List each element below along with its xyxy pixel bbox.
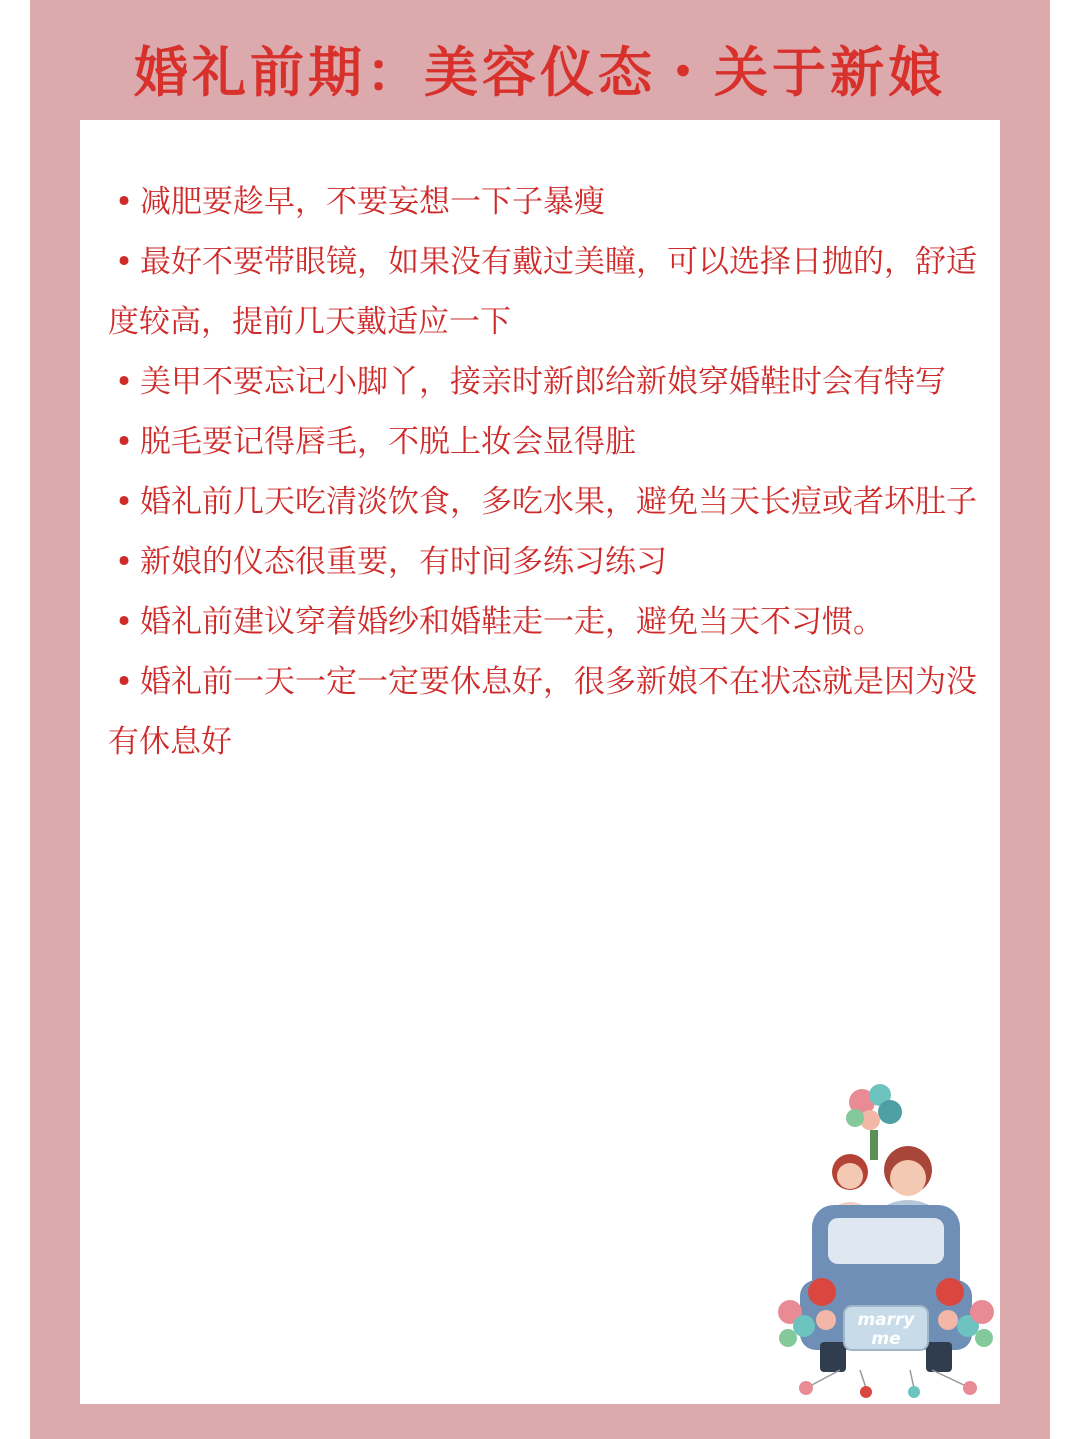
tip-text: 减肥要趁早，不要妄想一下子暴瘦 bbox=[140, 184, 605, 220]
list-item bbox=[108, 652, 978, 772]
list-item bbox=[108, 532, 978, 592]
bouquet-icon bbox=[846, 1084, 902, 1160]
list-item bbox=[108, 412, 978, 472]
plate-text-1: marry bbox=[857, 1310, 915, 1330]
tip-text: 脱毛要记得唇毛，不脱上妆会显得脏 bbox=[140, 424, 636, 460]
tip-text: 婚礼前建议穿着婚纱和婚鞋走一走，避免当天不习惯。 bbox=[140, 604, 884, 640]
list-item bbox=[108, 472, 978, 532]
list-item bbox=[108, 172, 978, 232]
bullet: • bbox=[114, 244, 134, 280]
tip-text: 婚礼前几天吃清淡饮食，多吃水果，避免当天长痘或者坏肚子 bbox=[140, 484, 977, 520]
bullet: • bbox=[114, 184, 134, 220]
bullet: • bbox=[114, 604, 134, 640]
tips-list bbox=[108, 172, 978, 772]
tin-cans-icon bbox=[799, 1381, 977, 1398]
bullet: • bbox=[114, 664, 134, 700]
bullet: • bbox=[114, 544, 134, 580]
bullet: • bbox=[114, 364, 134, 400]
tip-text: 新娘的仪态很重要，有时间多练习练习 bbox=[140, 544, 667, 580]
bullet: • bbox=[114, 484, 134, 520]
tip-text: 美甲不要忘记小脚丫，接亲时新郎给新娘穿婚鞋时会有特写 bbox=[140, 364, 946, 400]
list-item bbox=[108, 232, 978, 352]
tip-text: 最好不要带眼镜，如果没有戴过美瞳，可以选择日抛的，舒适度较高，提前几天戴适应一下 bbox=[108, 244, 977, 340]
bullet: • bbox=[114, 424, 134, 460]
wedding-car-illustration bbox=[770, 1080, 1002, 1400]
tip-text: 婚礼前一天一定一定要休息好，很多新娘不在状态就是因为没有休息好 bbox=[108, 664, 977, 760]
list-item bbox=[108, 592, 978, 652]
plate-text-2: me bbox=[871, 1329, 901, 1349]
car-icon bbox=[800, 1205, 972, 1372]
list-item bbox=[108, 352, 978, 412]
page-title: 婚礼前期：美容仪态・关于新娘 bbox=[134, 41, 946, 104]
ribbons-icon bbox=[810, 1370, 966, 1388]
